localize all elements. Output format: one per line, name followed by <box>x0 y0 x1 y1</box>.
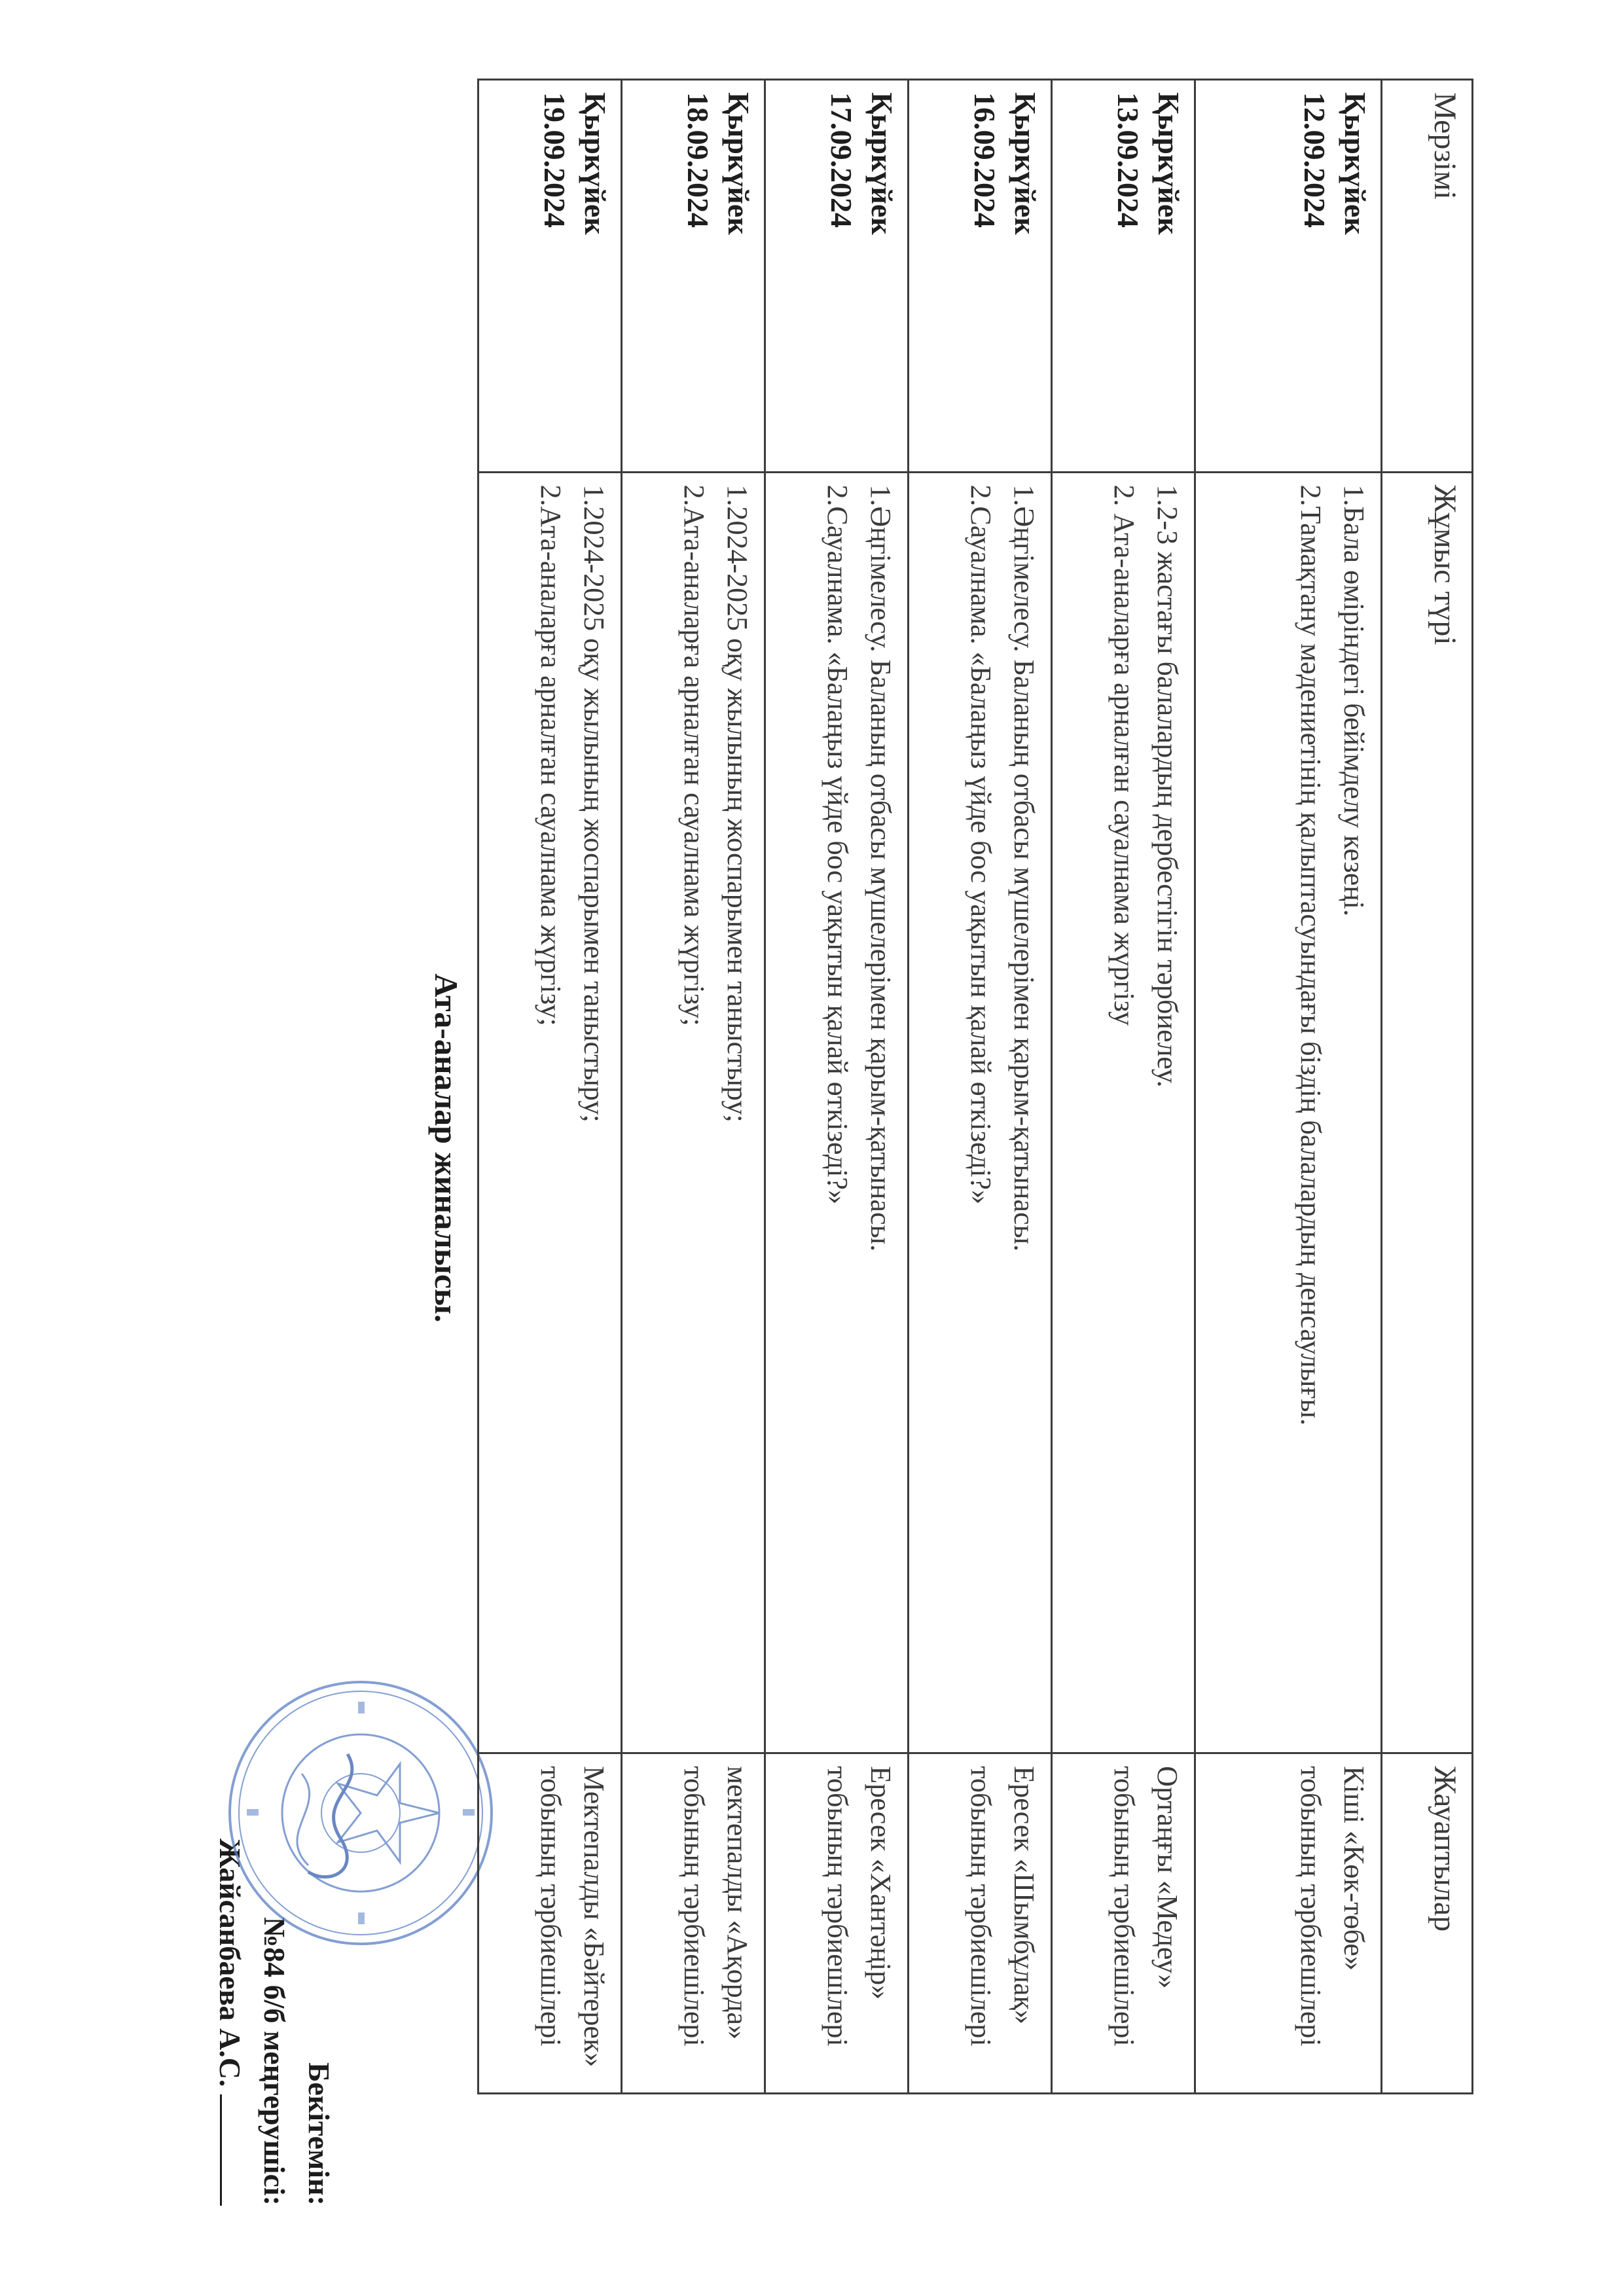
work-cell <box>765 472 909 1753</box>
date-value: 17.09.2024 <box>825 92 858 228</box>
work-item: 2.Ата-аналарға арналған сауалнама жүргізу; <box>678 484 710 1026</box>
work-item: 2.Тамақтану мәдениетінің қалыптасуындағы біздің балалардың денсаулығы. <box>1295 484 1327 1426</box>
work-item: 2.Сауалнама. «Балаңыз үйде бос уақытын қалай өткізеді?» <box>821 484 854 1205</box>
date-cell <box>909 80 1052 473</box>
date-value: 12.09.2024 <box>1298 92 1331 228</box>
work-cell <box>1195 472 1382 1753</box>
work-item: 2. Ата-аналарға арналған сауалнама жүргізу <box>1108 484 1140 1026</box>
date-month: Қыркүйек <box>1339 92 1372 235</box>
work-item: 1.2-3 жастағы балалардың дербестігін тәрбиелеу. <box>1151 484 1183 1088</box>
table-row <box>909 80 1052 2094</box>
header-responsible: Жауаптылар <box>1382 1753 1473 2094</box>
work-item: 2.Сауалнама. «Балаңыз үйде бос уақытын қалай өткізеді?» <box>965 484 997 1205</box>
table-row <box>478 80 622 2094</box>
approval-name: Жайсанбаева А.С. <box>213 1838 247 2087</box>
date-value: 18.09.2024 <box>681 92 715 228</box>
meetings-table <box>477 79 1473 2094</box>
table-row <box>1052 80 1195 2094</box>
table-header-row <box>1382 80 1473 2094</box>
table-row <box>622 80 765 2094</box>
work-cell <box>1052 472 1195 1753</box>
approval-position: №84 б/б меңгерушісі: <box>258 1916 291 2206</box>
work-item: 1.2024-2025 оқу жылының жоспарымен таныстыру; <box>578 484 610 1122</box>
approval-label: Бекітемін: <box>302 2062 336 2206</box>
signature-line <box>220 2094 248 2206</box>
responsible-cell: Мектепалды «Бәйтерек» тобының тәрбиешілері <box>478 1753 622 2094</box>
work-item: 1.2024-2025 оқу жылының жоспарымен таныстыру; <box>721 484 753 1122</box>
date-cell <box>765 80 909 473</box>
document-title: Ата-аналар жиналысы. <box>428 973 465 1323</box>
date-month: Қыркүйек <box>1009 92 1042 235</box>
header-date: Мерзімі <box>1382 80 1473 473</box>
work-item: 1.Әңгімелесу. Баланың отбасы мүшелерімен қарым-қатынасы. <box>1008 484 1040 1252</box>
date-month: Қыркүйек <box>1152 92 1185 235</box>
responsible-cell: Ортаңғы «Медеу» тобының тәрбиешілері <box>1052 1753 1195 2094</box>
work-cell <box>622 472 765 1753</box>
work-item: 2.Ата-аналарға арналған сауалнама жүргізу; <box>535 484 567 1026</box>
work-item: 1.Бала өміріндегі бейімделу кезеңі. <box>1338 484 1370 917</box>
responsible-cell: Ересек «Хантәңір» тобының тәрбиешілері <box>765 1753 909 2094</box>
responsible-cell: Ересек «Шымбұлақ» тобының тәрбиешілері <box>909 1753 1052 2094</box>
date-cell <box>1052 80 1195 473</box>
responsible-cell: мектепалды «Ақорда» тобының тәрбиешілері <box>622 1753 765 2094</box>
table-row <box>1195 80 1382 2094</box>
date-month: Қыркүйек <box>865 92 899 235</box>
date-value: 13.09.2024 <box>1111 92 1145 228</box>
work-cell <box>478 472 622 1753</box>
date-month: Қыркүйек <box>722 92 755 235</box>
work-item: 1.Әңгімелесу. Баланың отбасы мүшелерімен қарым-қатынасы. <box>865 484 897 1252</box>
table-row <box>765 80 909 2094</box>
date-value: 16.09.2024 <box>968 92 1001 228</box>
date-cell <box>622 80 765 473</box>
work-cell <box>909 472 1052 1753</box>
date-cell <box>1195 80 1382 473</box>
date-month: Қыркүйек <box>579 92 612 235</box>
date-cell <box>478 80 622 473</box>
responsible-cell: Кіші «Көк-төбе» тобының тәрбиешілері <box>1195 1753 1382 2094</box>
header-work-type: Жұмыс түрі <box>1382 472 1473 1753</box>
date-value: 19.09.2024 <box>538 92 571 228</box>
